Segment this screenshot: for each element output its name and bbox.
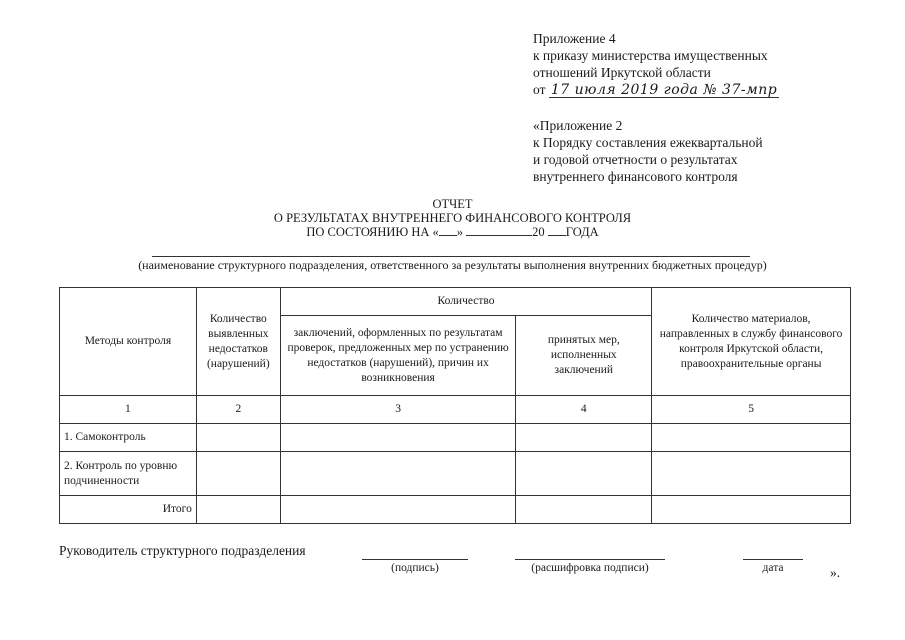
row-label-self-control: 1. Самоконтроль <box>60 424 197 452</box>
report-title-line2: О РЕЗУЛЬТАТАХ ВНУТРЕННЕГО ФИНАНСОВОГО КОНТРОЛЯ <box>273 211 632 225</box>
appendix-header <box>533 30 779 98</box>
order-date-prefix: от <box>533 82 546 97</box>
day-blank <box>439 225 457 236</box>
row-label-subordination: 2. Контроль по уровню подчиненности <box>60 452 197 496</box>
control-results-table <box>59 287 851 524</box>
handwritten-order-date: 17 июля 2019 года № 37-мпр <box>550 82 778 98</box>
report-date-year: 20 <box>532 225 545 239</box>
year-blank <box>548 225 566 236</box>
signature-date-line[interactable] <box>743 559 803 560</box>
header-conclusions: заключений, оформленных по результатам проверок, предложенных мер по устранению недостатков (нарушений), причин их возникновения <box>280 316 516 396</box>
column-number: 2 <box>196 396 280 424</box>
table-cell[interactable] <box>196 496 280 524</box>
table-cell[interactable] <box>196 424 280 452</box>
month-blank <box>466 225 532 236</box>
table-cell[interactable] <box>652 424 851 452</box>
department-caption: (наименование структурного подразделения, ответственного за результаты выполнения внутренних бюджетных процедур) <box>138 258 767 272</box>
signature-decode-line[interactable] <box>515 559 665 560</box>
table-cell[interactable] <box>280 496 516 524</box>
table-cell[interactable] <box>652 496 851 524</box>
column-number: 5 <box>652 396 851 424</box>
table-cell[interactable] <box>652 452 851 496</box>
report-title <box>0 197 905 239</box>
appendix2-line2: и годовой отчетности о результатах <box>533 152 738 167</box>
table-cell[interactable] <box>280 452 516 496</box>
appendix2-number: «Приложение 2 <box>533 118 623 133</box>
appendix2-header <box>533 117 763 185</box>
appendix-order-line2: отношений Иркутской области <box>533 65 711 80</box>
report-date-suffix: ГОДА <box>565 225 599 239</box>
header-methods: Методы контроля <box>60 288 197 396</box>
signature-label: Руководитель структурного подразделения <box>59 543 306 558</box>
total-label: Итого <box>60 496 197 524</box>
table-cell[interactable] <box>196 452 280 496</box>
appendix-order-date <box>533 81 779 98</box>
column-number: 4 <box>516 396 652 424</box>
table-row <box>60 424 851 452</box>
table-cell[interactable] <box>516 452 652 496</box>
signature-decode-caption: (расшифровка подписи) <box>531 562 649 574</box>
column-number: 1 <box>60 396 197 424</box>
appendix-number: Приложение 4 <box>533 31 616 46</box>
closing-quote: ». <box>830 565 841 580</box>
department-name-line <box>152 256 750 257</box>
total-row <box>60 496 851 524</box>
header-materials: Количество материалов, направленных в службу финансового контроля Иркутской области, правоохранительные органы <box>652 288 851 396</box>
table-row <box>60 452 851 496</box>
appendix2-line1: к Порядку составления ежеквартальной <box>533 135 763 150</box>
header-quantity: Количество <box>280 288 651 316</box>
signature-caption: (подпись) <box>391 562 439 574</box>
signature-line[interactable] <box>362 559 468 560</box>
header-deficiencies: Количество выявленных недостатков (нарушений) <box>196 288 280 396</box>
table-cell[interactable] <box>280 424 516 452</box>
signature-date-caption: дата <box>762 562 784 574</box>
column-number: 3 <box>280 396 516 424</box>
report-date-prefix: ПО СОСТОЯНИЮ НА « <box>306 225 439 239</box>
appendix2-line3: внутреннего финансового контроля <box>533 169 738 184</box>
report-date-line <box>0 225 905 239</box>
report-title-line1: ОТЧЕТ <box>432 197 473 211</box>
report-date-mid: » <box>456 225 464 239</box>
appendix-order-line1: к приказу министерства имущественных <box>533 48 768 63</box>
column-number-row <box>60 396 851 424</box>
header-measures: принятых мер, исполненных заключений <box>516 316 652 396</box>
table-cell[interactable] <box>516 424 652 452</box>
table-cell[interactable] <box>516 496 652 524</box>
